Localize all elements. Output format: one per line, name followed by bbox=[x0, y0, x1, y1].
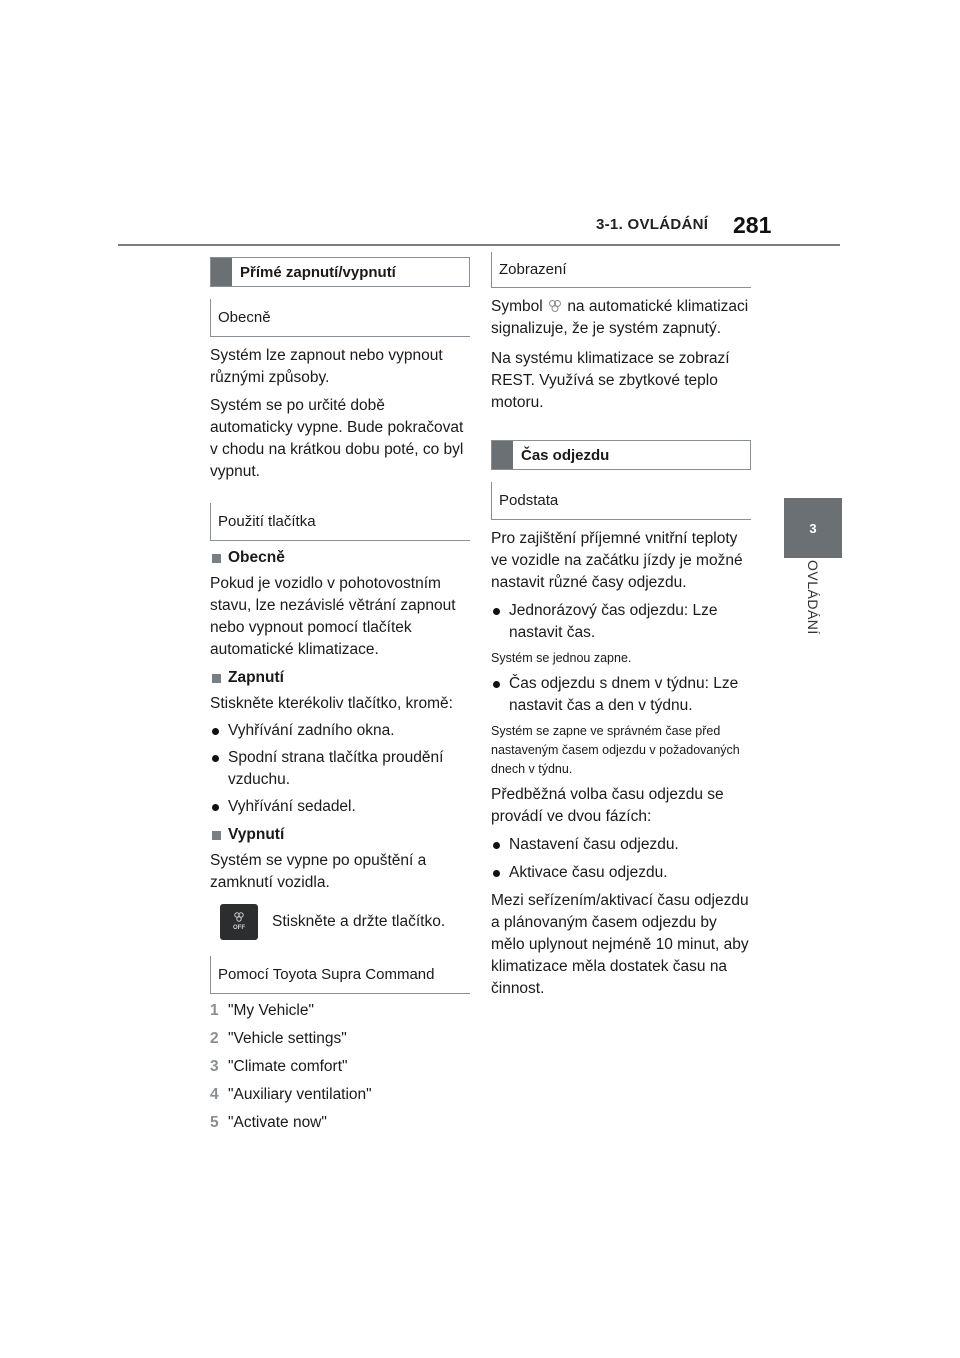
subheading: Pomocí Toyota Supra Command bbox=[210, 956, 470, 994]
step-item bbox=[210, 1056, 470, 1078]
off-label: OFF bbox=[233, 925, 245, 931]
step-item bbox=[210, 1084, 470, 1106]
list-item: Spodní strana tlačítka proudění vzduchu. bbox=[210, 747, 470, 791]
chapter-label-text: OVLÁDÁNÍ bbox=[805, 560, 821, 635]
step-item bbox=[210, 1000, 470, 1022]
symbol-suffix: na automatické klimatizaci signalizuje, že je systém zapnutý. bbox=[491, 298, 749, 337]
list-item: Nastavení času odjezdu. bbox=[491, 834, 751, 856]
step-number: 5 bbox=[210, 1114, 219, 1131]
square-heading: Vypnutí bbox=[210, 824, 470, 846]
paragraph bbox=[491, 296, 751, 340]
step-text: "Auxiliary ventilation" bbox=[228, 1086, 372, 1103]
paragraph: Stiskněte kterékoliv tlačítko, kromě: bbox=[210, 695, 453, 712]
step-text: "Vehicle settings" bbox=[228, 1030, 347, 1047]
off-button-image bbox=[220, 904, 258, 940]
step-text: "My Vehicle" bbox=[228, 1002, 314, 1019]
step-number: 2 bbox=[210, 1030, 219, 1047]
list-item: Čas odjezdu s dnem v týdnu: Lze nastavit čas a den v týdnu. bbox=[491, 673, 751, 717]
right-column bbox=[491, 252, 751, 1000]
square-heading: Zapnutí bbox=[210, 667, 470, 689]
paragraph: Systém lze zapnout nebo vypnout různými způsoby. bbox=[210, 347, 443, 386]
list-item: Jednorázový čas odjezdu: Lze nastavit čas. bbox=[491, 600, 751, 644]
heading-text: Přímé zapnutí/vypnutí bbox=[240, 263, 396, 281]
note: Systém se jednou zapne. bbox=[491, 651, 632, 665]
step-item bbox=[210, 1112, 470, 1134]
page-number: 281 bbox=[733, 212, 772, 238]
paragraph: Mezi seřízením/aktivací času odjezdu a plánovaným časem odjezdu by mělo uplynout nejméně 10 minut, aby klimatizace měla dostatek času na činnost. bbox=[491, 892, 749, 997]
step-text: "Activate now" bbox=[228, 1114, 327, 1131]
paragraph: Na systému klimatizace se zobrazí REST. Využívá se zbytkové teplo motoru. bbox=[491, 350, 730, 411]
button-description: Stiskněte a držte tlačítko. bbox=[272, 913, 446, 930]
chapter-label bbox=[770, 560, 856, 670]
subheading: Zobrazení bbox=[491, 252, 751, 288]
list-item: Aktivace času odjezdu. bbox=[491, 862, 751, 884]
step-text: "Climate comfort" bbox=[228, 1058, 348, 1075]
list-item: Vyhřívání zadního okna. bbox=[210, 720, 470, 742]
section-heading bbox=[491, 440, 751, 470]
list-item: Vyhřívání sedadel. bbox=[210, 796, 470, 818]
button-row bbox=[220, 904, 470, 940]
paragraph: Pokud je vozidlo v pohotovostním stavu, lze nezávislé větrání zapnout nebo vypnout pomocí tlačítek automatické klimatizace. bbox=[210, 575, 456, 658]
paragraph: Systém se po určité době automaticky vypne. Bude pokračovat v chodu na krátkou dobu poté, co byl vypnut. bbox=[210, 397, 464, 480]
ventilation-symbol-icon bbox=[547, 299, 563, 313]
heading-text: Čas odjezdu bbox=[521, 446, 610, 464]
step-number: 1 bbox=[210, 1002, 219, 1019]
step-number: 4 bbox=[210, 1086, 219, 1103]
heading-bar bbox=[211, 258, 232, 286]
symbol-prefix: Symbol bbox=[491, 298, 543, 315]
left-column bbox=[210, 257, 470, 1134]
step-number: 3 bbox=[210, 1058, 219, 1075]
fan-off-icon bbox=[233, 912, 245, 932]
steps-list bbox=[210, 1000, 470, 1134]
header-rule bbox=[118, 244, 840, 246]
paragraph: Pro zajištění příjemné vnitřní teploty ve vozidle na začátku jízdy je možné nastavit různé časy odjezdu. bbox=[491, 530, 743, 591]
fan-icon bbox=[233, 912, 245, 922]
subheading: Použití tlačítka bbox=[210, 503, 470, 541]
heading-bar bbox=[492, 441, 513, 469]
note: Systém se zapne ve správném čase před nastaveným časem odjezdu v požadovaných dnech v týdnu. bbox=[491, 724, 740, 776]
square-heading: Obecně bbox=[210, 547, 470, 569]
subheading: Obecně bbox=[210, 299, 470, 337]
section-title: 3-1. OVLÁDÁNÍ bbox=[596, 216, 709, 233]
paragraph: Předběžná volba času odjezdu se provádí ve dvou fázích: bbox=[491, 786, 724, 825]
subheading: Podstata bbox=[491, 482, 751, 520]
paragraph: Systém se vypne po opuštění a zamknutí vozidla. bbox=[210, 852, 427, 891]
chapter-tab: 3 bbox=[784, 498, 842, 558]
step-item bbox=[210, 1028, 470, 1050]
section-heading bbox=[210, 257, 470, 287]
